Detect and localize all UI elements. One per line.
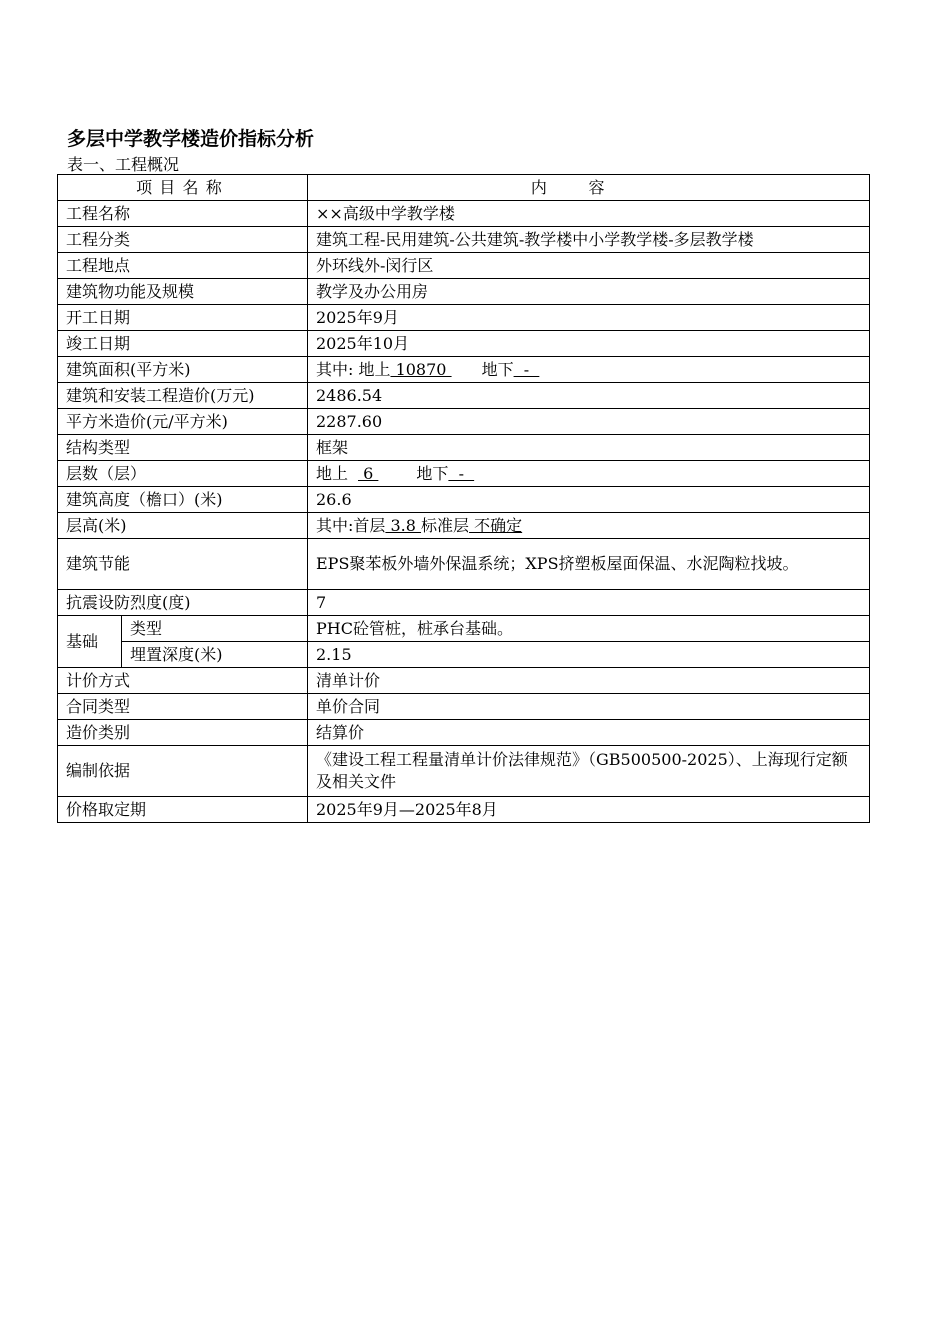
table-row [58, 383, 870, 409]
project-overview-table [57, 174, 870, 823]
floor-height-standard: 不确定 [469, 515, 523, 535]
table-row [58, 720, 870, 746]
row-value [308, 513, 870, 539]
area-prefix: 其中: 地上 [316, 359, 391, 379]
row-value: 26.6 [308, 487, 870, 513]
row-value [308, 461, 870, 487]
floors-below-ground: - [448, 463, 475, 483]
floor-height-first: 3.8 [385, 515, 422, 535]
row-label: 竣工日期 [58, 331, 308, 357]
row-label: 层数（层） [58, 461, 308, 487]
table-row [58, 305, 870, 331]
floor-height-prefix: 其中:首层 [316, 515, 386, 535]
floors-above-ground: 6 [358, 463, 379, 483]
area-mid-label: 地下 [481, 359, 514, 379]
table-row [58, 201, 870, 227]
table-row [58, 668, 870, 694]
row-value: 2287.60 [308, 409, 870, 435]
table-row [58, 461, 870, 487]
row-label: 建筑节能 [58, 539, 308, 590]
table-row [58, 616, 870, 642]
row-value: EPS聚苯板外墙外保温系统；XPS挤塑板屋面保温、水泥陶粒找坡。 [308, 539, 870, 590]
row-label: 合同类型 [58, 694, 308, 720]
row-value: 清单计价 [308, 668, 870, 694]
row-label: 工程地点 [58, 253, 308, 279]
floor-height-mid-label: 标准层 [421, 515, 470, 535]
row-value: 2486.54 [308, 383, 870, 409]
row-value: 单价合同 [308, 694, 870, 720]
row-value: 2025年10月 [308, 331, 870, 357]
foundation-depth-value: 2.15 [308, 642, 870, 668]
row-label: 开工日期 [58, 305, 308, 331]
row-value: 外环线外-闵行区 [308, 253, 870, 279]
row-value: 框架 [308, 435, 870, 461]
area-above-ground: 10870 [390, 359, 452, 379]
table-row [58, 409, 870, 435]
row-label: 平方米造价(元/平方米) [58, 409, 308, 435]
row-value: 教学及办公用房 [308, 279, 870, 305]
header-content: 内容 [308, 175, 870, 201]
table-row [58, 435, 870, 461]
row-label: 结构类型 [58, 435, 308, 461]
row-value: 建筑工程-民用建筑-公共建筑-教学楼中小学教学楼-多层教学楼 [308, 227, 870, 253]
table-caption: 表一、工程概况 [67, 155, 180, 174]
row-value: 7 [308, 590, 870, 616]
row-value [308, 357, 870, 383]
table-row [58, 694, 870, 720]
foundation-label: 基础 [58, 616, 122, 668]
row-value: ××高级中学教学楼 [308, 201, 870, 227]
header-item: 项目名称 [58, 175, 308, 201]
table-row [58, 227, 870, 253]
row-label: 层高(米) [58, 513, 308, 539]
foundation-type-value: PHC砼管桩，桩承台基础。 [308, 616, 870, 642]
table-row [58, 590, 870, 616]
row-label: 建筑和安装工程造价(万元) [58, 383, 308, 409]
table-row [58, 279, 870, 305]
table-row [58, 513, 870, 539]
area-below-ground: - [513, 359, 540, 379]
table-header-row [58, 175, 870, 201]
row-label: 建筑物功能及规模 [58, 279, 308, 305]
table-row [58, 746, 870, 797]
row-value: 《建设工程工程量清单计价法律规范》（GB500500-2025）、上海现行定额及相关文件 [308, 746, 870, 797]
table-row [58, 797, 870, 823]
row-value: 2025年9月 [308, 305, 870, 331]
table-row [58, 487, 870, 513]
row-label: 计价方式 [58, 668, 308, 694]
row-label: 抗震设防烈度(度) [58, 590, 308, 616]
row-label: 造价类别 [58, 720, 308, 746]
table-row [58, 331, 870, 357]
foundation-depth-label: 埋置深度(米) [122, 642, 308, 668]
document-title: 多层中学教学楼造价指标分析 [67, 128, 315, 150]
row-value: 结算价 [308, 720, 870, 746]
row-label: 建筑高度（檐口）(米) [58, 487, 308, 513]
floors-prefix: 地上 [316, 463, 349, 483]
row-label: 编制依据 [58, 746, 308, 797]
table-row [58, 253, 870, 279]
row-label: 建筑面积(平方米) [58, 357, 308, 383]
table-row [58, 539, 870, 590]
table-row [58, 357, 870, 383]
row-label: 工程分类 [58, 227, 308, 253]
floors-mid-label: 地下 [416, 463, 449, 483]
foundation-type-label: 类型 [122, 616, 308, 642]
row-value: 2025年9月—2025年8月 [308, 797, 870, 823]
row-label: 价格取定期 [58, 797, 308, 823]
row-label: 工程名称 [58, 201, 308, 227]
table-row [58, 642, 870, 668]
